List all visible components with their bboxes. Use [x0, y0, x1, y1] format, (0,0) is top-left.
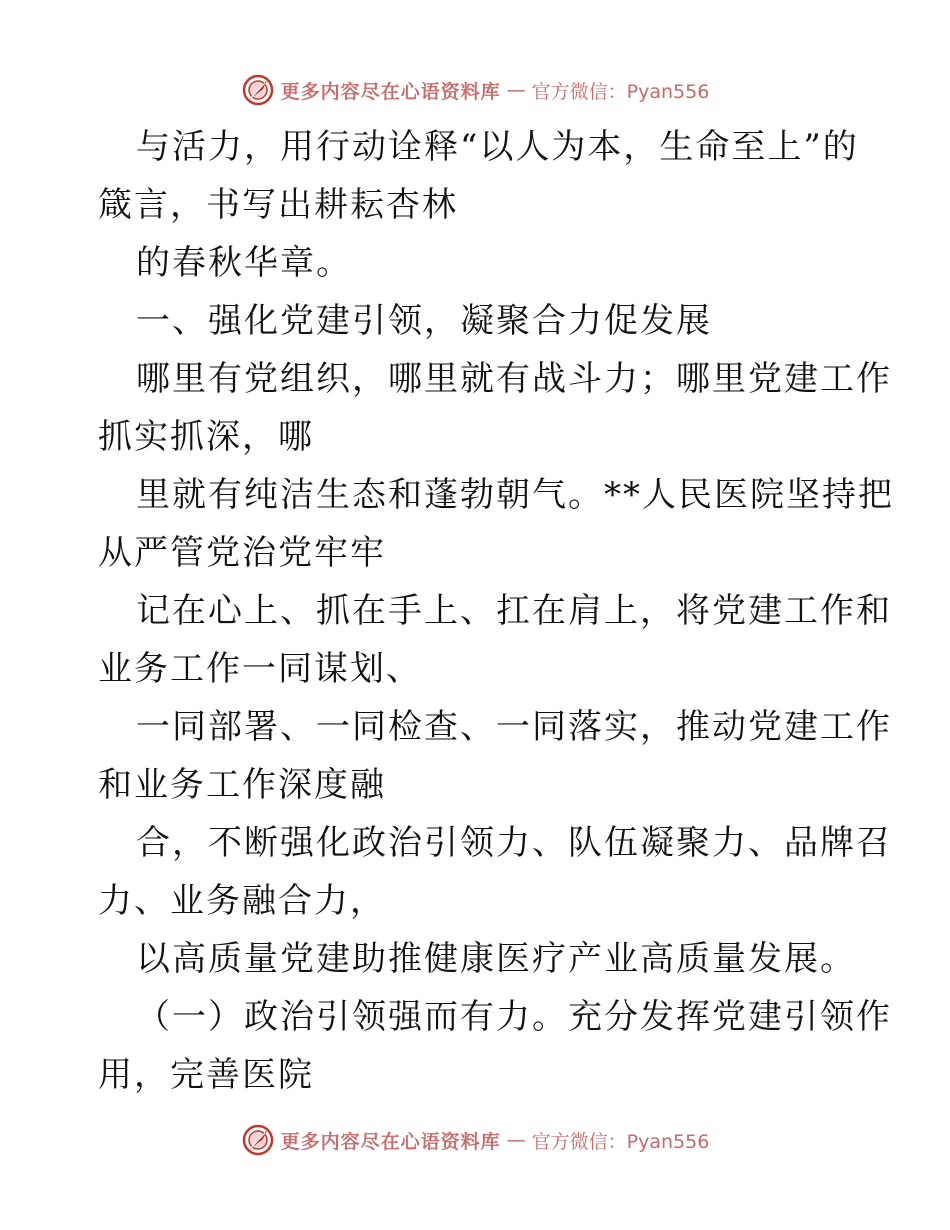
text-line: 以高质量党建助推健康医疗产业高质量发展。 [136, 939, 856, 979]
page-header-watermark [0, 70, 950, 110]
section-heading: 一、强化党建引领，凝聚合力促发展 [136, 301, 712, 341]
text-line: 和业务工作深度融 [98, 765, 386, 805]
watermark-separator: — [506, 1129, 526, 1151]
watermark-separator: — [506, 79, 526, 101]
subsection-heading: （一）政治引领强而有力。充分发挥党建引领作 [136, 997, 892, 1037]
text-line: 从严管党治党牢牢 [98, 533, 386, 573]
text-line: 与活力，用行动诠释“以人为本，生命至上”的 [136, 127, 859, 167]
feather-pen-logo-icon [241, 1123, 275, 1157]
text-line: 的春秋华章。 [136, 243, 352, 283]
feather-pen-logo-icon [241, 73, 275, 107]
text-line: 用，完善医院 [98, 1055, 314, 1095]
text-line: 箴言，书写出耕耘杏林 [98, 185, 458, 225]
text-line: 抓实抓深，哪 [98, 417, 314, 457]
text-line: 记在心上、抓在手上、扛在肩上，将党建工作和 [136, 591, 892, 631]
watermark-brand-text: 更多内容尽在心语资料库 [280, 80, 501, 103]
watermark-brand [241, 73, 710, 107]
watermark-brand-text: 更多内容尽在心语资料库 [280, 1130, 501, 1153]
text-line: 哪里有党组织，哪里就有战斗力；哪里党建工作 [136, 359, 892, 399]
text-line: 合，不断强化政治引领力、队伍凝聚力、品牌召 [136, 823, 892, 863]
page-footer-watermark [0, 1120, 950, 1160]
text-line: 业务工作一同谋划、 [98, 649, 422, 689]
watermark-contact: 官方微信：Pyan556 [531, 80, 710, 103]
watermark-contact: 官方微信：Pyan556 [531, 1130, 710, 1153]
text-line: 力、业务融合力， [98, 881, 386, 921]
watermark-brand [241, 1123, 710, 1157]
text-line: 一同部署、一同检查、一同落实，推动党建工作 [136, 707, 892, 747]
text-line: 里就有纯洁生态和蓬勃朝气。**人民医院坚持把 [136, 475, 894, 515]
document-body [98, 118, 894, 1104]
